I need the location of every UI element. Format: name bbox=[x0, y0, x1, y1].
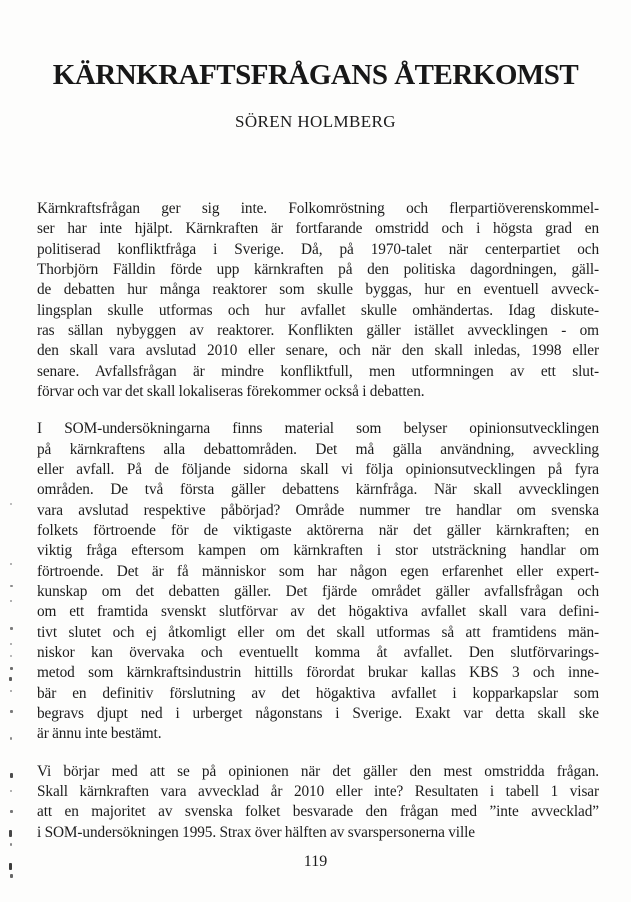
text-line: ras sällan nybyggen av reaktorer. Konflikten gäller istället avvecklingen - om bbox=[37, 321, 599, 339]
text-line: viktig fråga eftersom kampen om kärnkraften i stor utsträckning handlar om bbox=[37, 542, 599, 560]
text-line: I SOM-undersökningarna finns material som belyser opinionsutvecklingen bbox=[37, 420, 599, 438]
page-number: 119 bbox=[303, 853, 328, 870]
text-line: områden. De två första gäller debattens kärnfråga. När skall avvecklingen bbox=[37, 481, 599, 499]
text-line: den skall vara avslutad 2010 eller senare, och när den skall inledas, 1998 eller bbox=[37, 342, 599, 360]
text-line: de debatten hur många reaktorer som skulle byggas, hur en eventuell avveck- bbox=[37, 281, 599, 299]
paragraph bbox=[37, 419, 599, 744]
author-name: SÖREN HOLMBERG bbox=[235, 112, 396, 131]
text-line: metod som kärnkraftsindustrin hittills förordat brukar kallas KBS 3 och inne- bbox=[37, 664, 599, 682]
text-line: är ännu inte bestämt. bbox=[37, 725, 162, 743]
text-line: vara avslutad respektive påbörjad? Område nummer tre handlar om svenska bbox=[37, 501, 599, 519]
text-line: Vi börjar med att se på opinionen när det gäller den mest omstridda frågan. bbox=[37, 762, 599, 780]
text-line: Thorbjörn Fälldin förde upp kärnkraften på den politiska dagordningen, gäll- bbox=[37, 260, 599, 278]
text-line: niskor kan övervaka och eventuellt komma åt avfallet. Den slutförvarings- bbox=[37, 643, 599, 661]
paragraph bbox=[37, 762, 599, 843]
text-line: politiserad konfliktfråga i Sverige. Då, på 1970-talet när centerpartiet och bbox=[37, 240, 599, 258]
text-line: förtroende. Det är få människor som har någon egen erfarenhet eller expert- bbox=[37, 562, 599, 580]
text-line: folkets förtroende för de viktigaste aktörerna när det gäller kärnkraften; en bbox=[37, 521, 599, 539]
page-title: KÄRNKRAFTSFRÅGANS ÅTERKOMST bbox=[52, 59, 579, 92]
text-line: ser har inte hjälpt. Kärnkraften är fortfarande omstridd och i högsta grad en bbox=[37, 220, 599, 238]
text-line: bär en definitiv förslutning av det högaktiva avfallet i kopparkapslar som bbox=[37, 684, 599, 702]
text-line: lingsplan skulle utformas och hur avfallet skulle omhändertas. Idag diskute- bbox=[37, 301, 599, 319]
body-text bbox=[37, 199, 599, 843]
text-line: på kärnkraftens alla debattområden. Det må gälla användning, avveckling bbox=[37, 440, 599, 458]
text-line: senare. Avfallsfrågan är mindre konfliktfull, men utformningen av ett slut- bbox=[37, 362, 599, 380]
text-line: kunskap om det debatten gäller. Det fjärde området gäller avfallsfrågan och bbox=[37, 582, 599, 600]
text-line: i SOM-undersökningen 1995. Strax över hälften av svarspersonerna ville bbox=[37, 823, 475, 841]
text-line: att en majoritet av svenska folket besvarade den frågan med ”inte avvecklad” bbox=[37, 803, 599, 821]
text-line: Kärnkraftsfrågan ger sig inte. Folkomröstning och flerpartiöverenskommel- bbox=[37, 200, 599, 217]
text-line: begravs djupt ned i urberget någonstans i Sverige. Exakt var detta skall ske bbox=[37, 704, 599, 722]
text-line: tivt slutet och ej åtkomligt eller om det skall utformas så att framtidens män- bbox=[37, 623, 599, 641]
text-line: om ett framtida svenskt slutförvar av det högaktiva avfallet skall vara defini- bbox=[37, 603, 599, 621]
text-line: Skall kärnkraften vara avvecklad år 2010 eller inte? Resultaten i tabell 1 visar bbox=[37, 782, 599, 800]
paragraph bbox=[37, 199, 599, 402]
text-line: förvar och var det skall lokaliseras förekommer också i debatten. bbox=[37, 382, 425, 400]
text-line: eller avfall. På de följande sidorna skall vi följa opinionsutvecklingen på fyra bbox=[37, 460, 599, 478]
